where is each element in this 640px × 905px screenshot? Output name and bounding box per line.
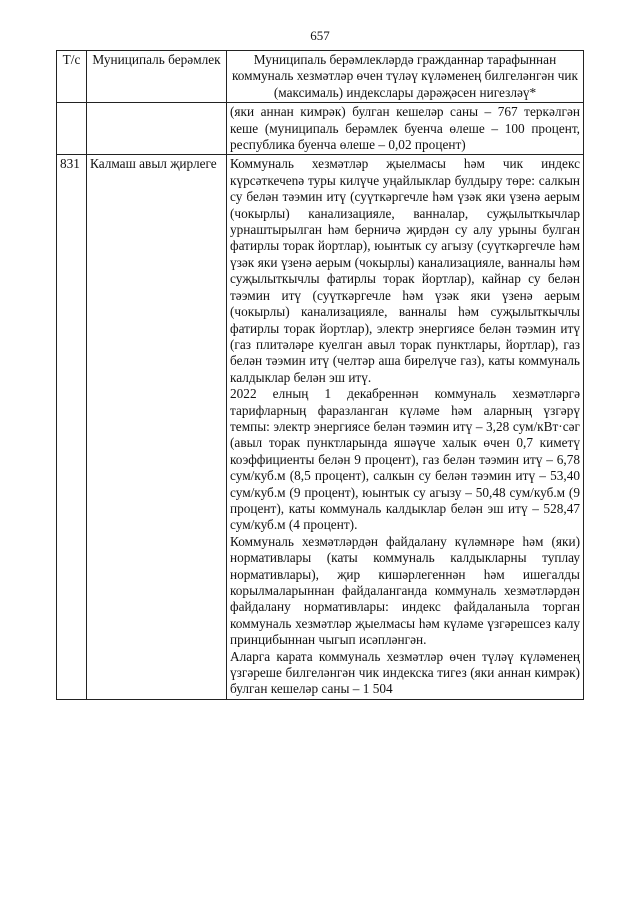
cell-empty-number	[57, 103, 87, 155]
row-justification	[227, 155, 584, 699]
page-number: 657	[310, 28, 330, 43]
table-header-row	[57, 51, 584, 103]
table-row	[57, 155, 584, 699]
paragraph-tariffs: 2022 елның 1 декабреннән коммуналь хезмәтләргә тарифларның фаразланган күләме һәм аларның үзгәрү темпы: электр энергиясе белән тәэмин итү – 3,28 сум/кВт·сәг (авыл торак пунктларында яшәүче халык өчен 0,7 киметү коэффициенты белән 9 процент), газ белән тәэмин итү – 6,78 сум/куб.м (8,5 процент), салкын су белән тәэмин итү – 53,40 сум/куб.м (9 процент), юынтык су агызу – 50,48 сум/куб.м (9 процент), каты коммуналь калдыклар белән эш итү – 528,47 сум/куб.м (4 процент).	[230, 386, 580, 533]
row-municipality: Калмаш авыл җирлеге	[87, 155, 227, 699]
header-municipality: Муниципаль берәмлек	[87, 51, 227, 103]
paragraph-norms: Коммуналь хезмәтләрдән файдалану күләмнәре һәм (яки) нормативлары (каты коммуналь калдыкларны туплау нормативлары), җир кишәрлегеннән һәм ишегалды корылмаларыннан файдаланганда коммуналь хезмәтләрдән файдалану нормативлары: индекс файдаланыла торган коммуналь хезмәтләр җыелмасы һәм күләме үзгәрешсез калу принцибыннан чыгып исәпләнгән.	[230, 533, 580, 648]
cell-continuation	[227, 103, 584, 155]
header-justification: Муниципаль берәмлекләрдә гражданнар тарафыннан коммуналь хезмәтләр өчен түләү күләменең билгеләнгән чик (максималь) индекслары дәрәҗәсен нигезләү*	[227, 51, 584, 103]
row-number: 831	[57, 155, 87, 699]
table-row-continuation	[57, 103, 584, 155]
header-number: Т/с	[57, 51, 87, 103]
indices-table	[56, 50, 584, 700]
paragraph-persons: Аларга карата коммуналь хезмәтләр өчен түләү күләменең үзгәреше билгеләнгән чик индекска тигез (яки аннан кимрәк) булган кешеләр саны – 1 504	[230, 648, 580, 697]
continuation-text: (яки аннан кимрәк) булган кешеләр саны – 767 теркәлгән кеше (муниципаль берәмлек буенча өлеше – 100 процент, республика буенча өлеше – 0,02 процент)	[230, 104, 580, 153]
paragraph-services: Коммуналь хезмәтләр җыелмасы һәм чик индекс күрсәткечenә туры килүче уңайлыклар булдыру төре: салкын су белән тәэмин итү (суүткәргечле һәм үзәк яки үзенә аерым (чокырлы) канализацияле, ванналар, суҗылыткычлар урнаштырылган һәм берничә җирдән су алу урыны булган фатирлы торак йортлар), юынтык су агызу (суүткәргечле һәм үзәк яки үзенә аерым (чокырлы) канализацияле, ванналы һәм суҗылыткычлы фатирлы торак йортлар), кайнар су белән тәэмин итү (суүткәргечле һәм үзәк яки үзенә аерым (чокырлы) канализацияле, ванналы һәм суҗылыткычлы фатирлы торак йортлар), электр энергиясе белән тәэмин итү (газ плитәләре куелган авыл торак пунктлары, йортлар), газ белән тәэмин итү (челтәр аша бирелүче газ), каты коммуналь калдыклар белән эш итү.	[230, 156, 580, 385]
cell-empty-municipality	[87, 103, 227, 155]
